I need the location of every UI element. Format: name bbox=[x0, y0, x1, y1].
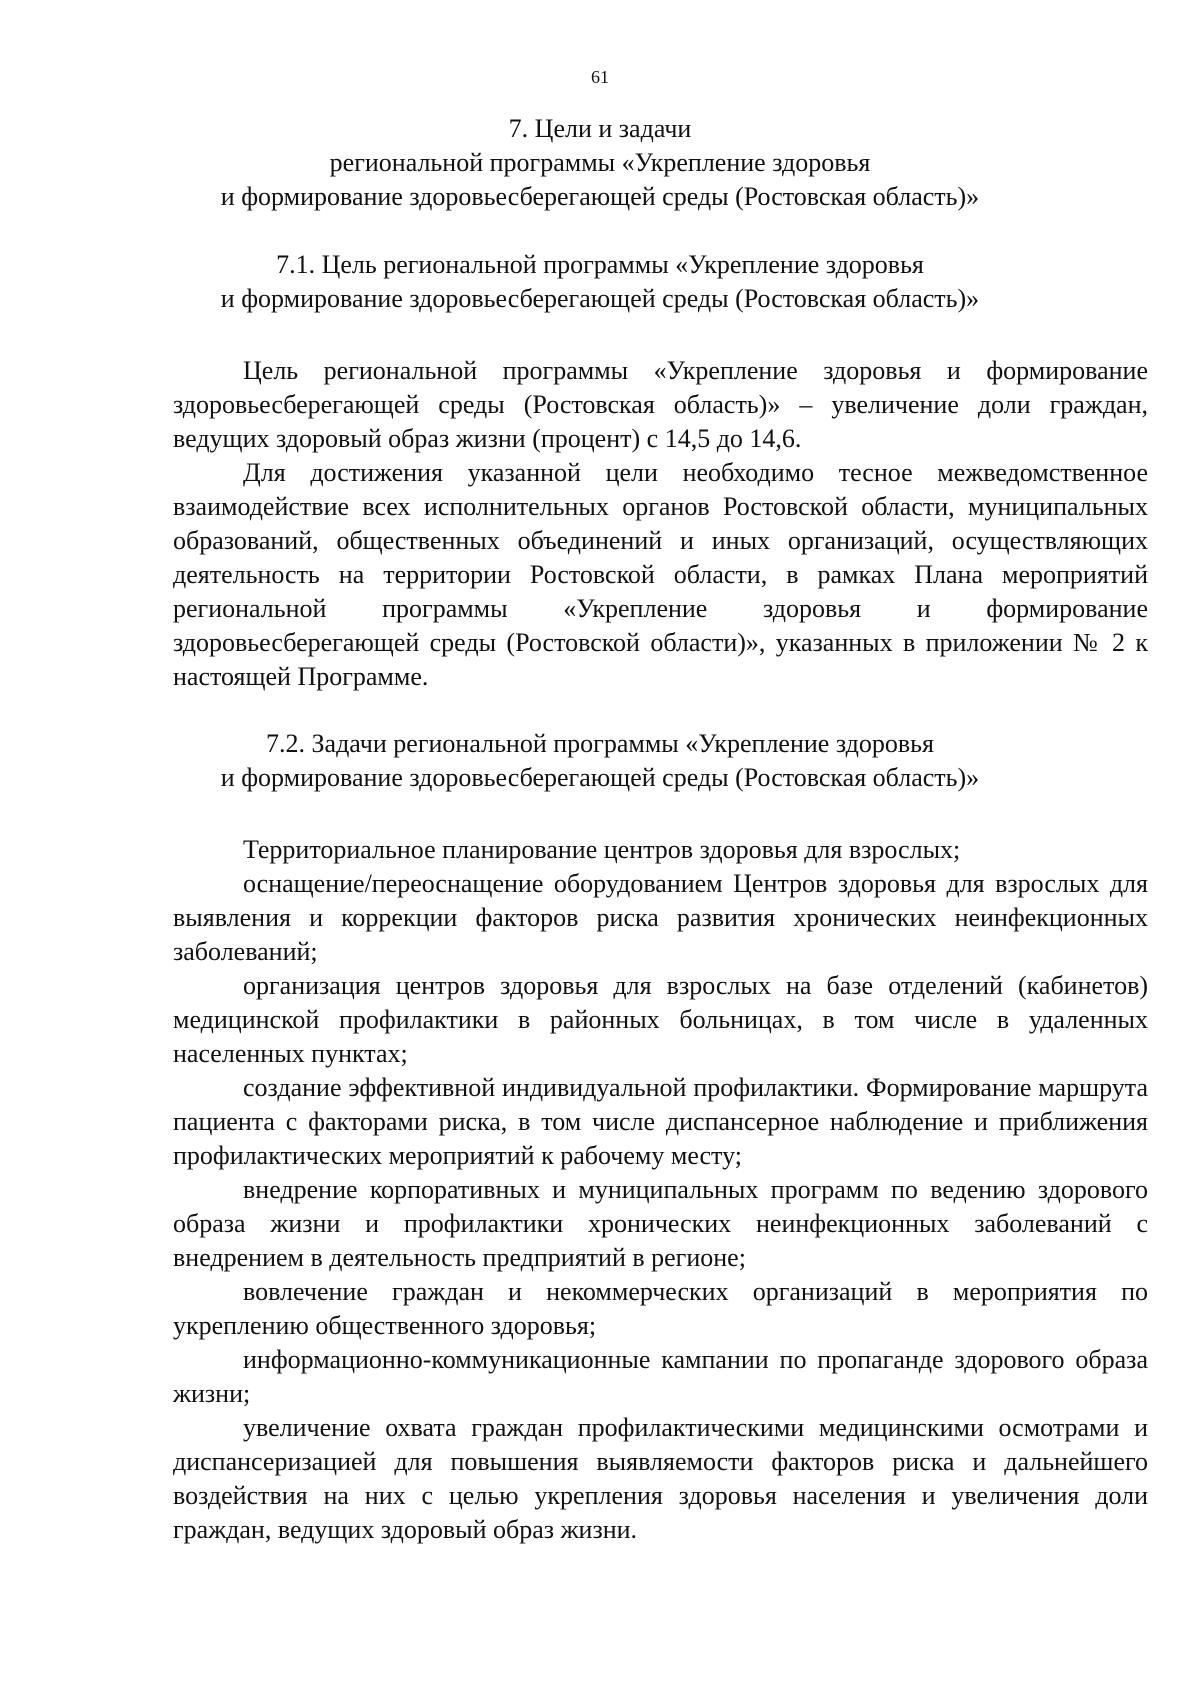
task-item: организация центров здоровья для взрослых на базе отделений (кабинетов) медицинской профилактики в районных больницах, в том числе в удаленных населенных пунктах; bbox=[173, 971, 1148, 1068]
section-7-2-heading-line: и формирование здоровьесберегающей среды (Ростовская область)» bbox=[220, 763, 980, 792]
task-item: Территориальное планирование центров здоровья для взрослых; bbox=[243, 835, 961, 864]
paragraph: Цель региональной программы «Укрепление здоровья и формирование здоровьесберегающей среды (Ростовская область)» – увеличение доли граждан, ведущих здоровый образ жизни (процент) с 14,5 до 14,6. bbox=[173, 356, 1148, 453]
task-item: внедрение корпоративных и муниципальных программ по ведению здорового образа жизни и профилактики хронических неинфекционных заболеваний с внедрением в деятельность предприятий в регионе; bbox=[173, 1175, 1148, 1272]
section-7-title-line: региональной программы «Укрепление здоровья bbox=[329, 148, 871, 177]
paragraph: Для достижения указанной цели необходимо тесное межведомственное взаимодействие всех исполнительных органов Ростовской области, муниципальных образований, общественных объединений и иных организаций, осуществляющих деятельность на территории Ростовской области, в рамках Плана мероприятий региональной программы «Укрепление здоровья и формирование здоровьесберегающей среды (Ростовской области)», указанных в приложении № 2 к настоящей Программе. bbox=[173, 458, 1148, 691]
task-item: создание эффективной индивидуальной профилактики. Формирование маршрута пациента с факторами риска, в том числе диспансерное наблюдение и приближения профилактических мероприятий к рабочему месту; bbox=[173, 1073, 1148, 1170]
section-7-1-heading-line: 7.1. Цель региональной программы «Укрепление здоровья bbox=[276, 250, 924, 279]
section-7-2-task-list bbox=[173, 833, 1148, 1547]
section-7-1-body bbox=[173, 354, 1148, 694]
task-item: вовлечение граждан и некоммерческих организаций в мероприятия по укреплению общественного здоровья; bbox=[173, 1277, 1148, 1340]
section-7-1-heading bbox=[150, 248, 1050, 316]
section-7-title-line: и формирование здоровьесберегающей среды (Ростовская область)» bbox=[220, 182, 980, 211]
task-item: оснащение/переоснащение оборудованием Центров здоровья для взрослых для выявления и коррекции факторов риска развития хронических неинфекционных заболеваний; bbox=[173, 869, 1148, 966]
page-number: 61 bbox=[591, 67, 609, 87]
section-7-2-heading bbox=[150, 727, 1050, 795]
section-7-1-heading-line: и формирование здоровьесберегающей среды (Ростовская область)» bbox=[220, 284, 980, 313]
task-item: увеличение охвата граждан профилактическими медицинскими осмотрами и диспансеризацией для повышения выявляемости факторов риска и дальнейшего воздействия на них с целью укрепления здоровья населения и увеличения доли граждан, ведущих здоровый образ жизни. bbox=[173, 1413, 1148, 1544]
task-item: информационно-коммуникационные кампании по пропаганде здорового образа жизни; bbox=[173, 1345, 1148, 1408]
section-7-2-heading-line: 7.2. Задачи региональной программы «Укрепление здоровья bbox=[266, 729, 934, 758]
section-7-title-line: 7. Цели и задачи bbox=[508, 114, 692, 143]
section-7-title bbox=[150, 112, 1050, 214]
